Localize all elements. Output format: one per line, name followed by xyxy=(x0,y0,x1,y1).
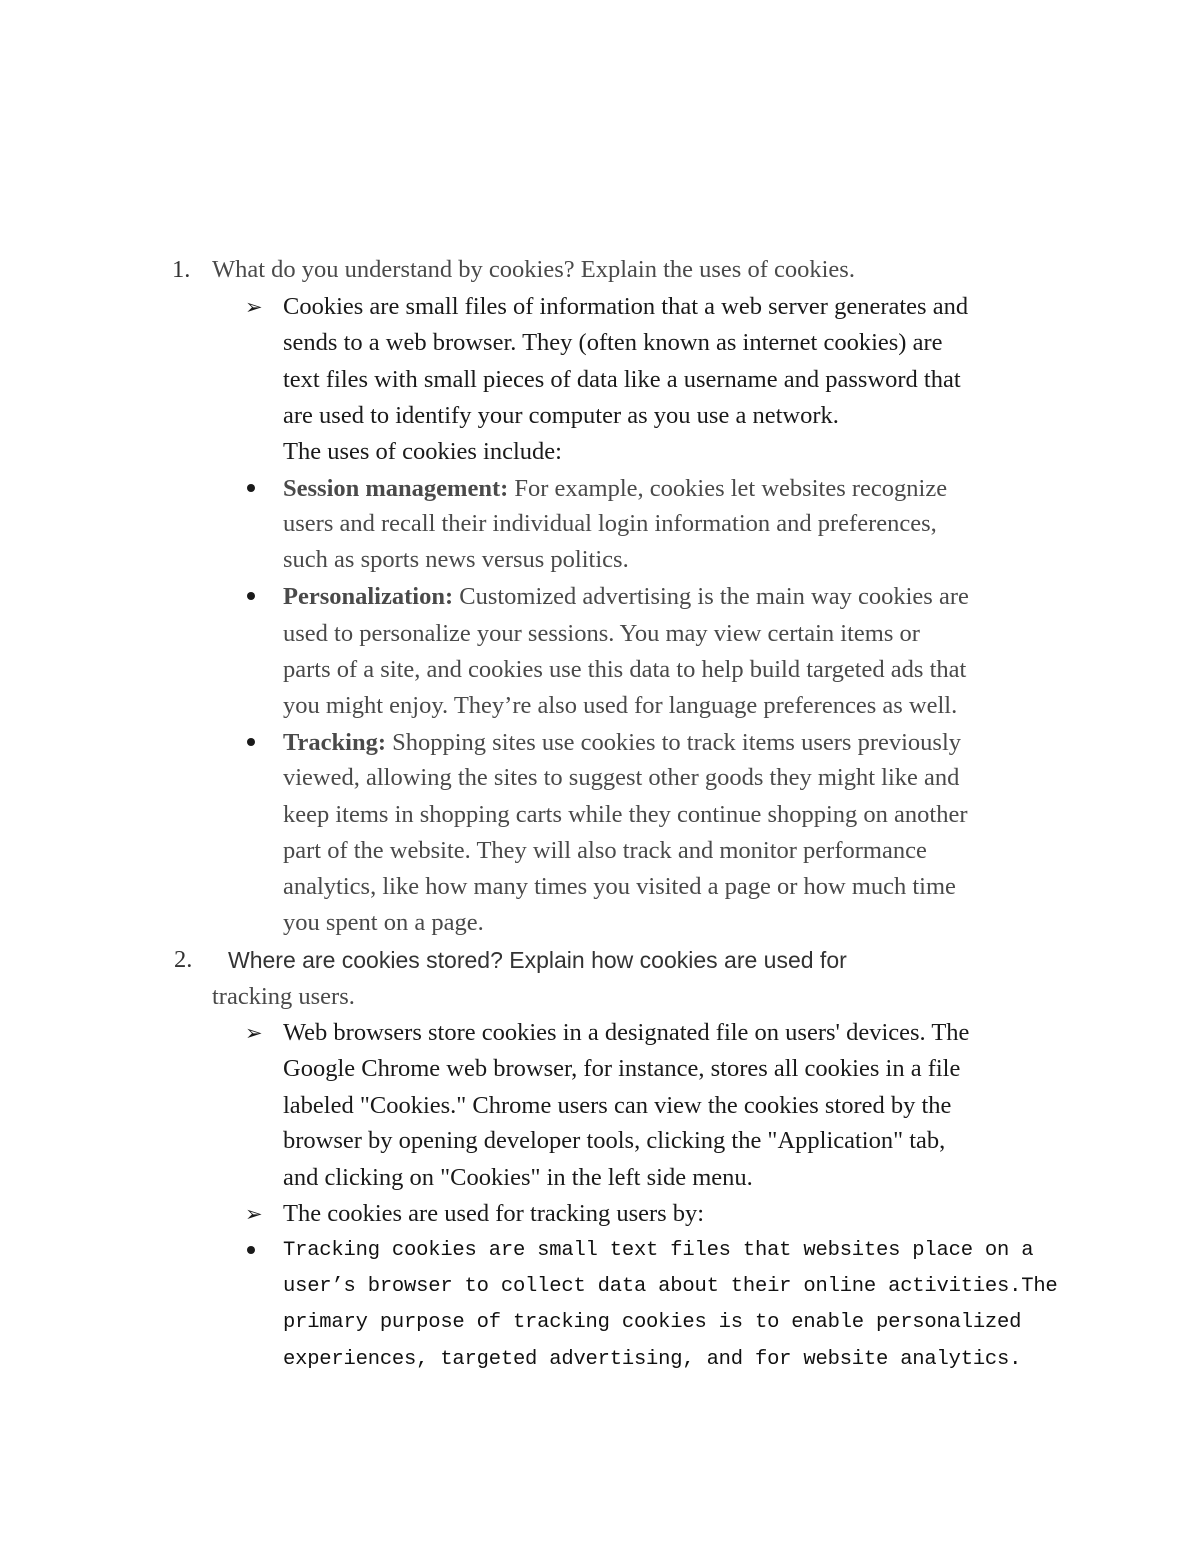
answer-1-line: text files with small pieces of data like a username and password that xyxy=(283,366,961,393)
uses-intro: The uses of cookies include: xyxy=(283,438,562,465)
arrow-bullet-icon: ➢ xyxy=(245,1021,263,1045)
use-tracking xyxy=(283,728,961,758)
question-2-text: Where are cookies stored? Explain how cookies are used for xyxy=(228,947,847,973)
use-line: part of the website. They will also track and monitor performance xyxy=(283,837,927,864)
storage-line: and clicking on "Cookies" in the left side menu. xyxy=(283,1164,753,1191)
use-personalization xyxy=(283,582,969,612)
tracking-line: Tracking cookies are small text files that websites place on a xyxy=(283,1239,1034,1262)
question-1-number: 1. xyxy=(172,256,191,283)
use-line: you might enjoy. They’re also used for language preferences as well. xyxy=(283,692,958,719)
question-1-text: What do you understand by cookies? Explain the uses of cookies. xyxy=(212,256,855,283)
tracking-line: user’s browser to collect data about their online activities.The xyxy=(283,1275,1058,1298)
bullet-dot-icon xyxy=(247,592,255,600)
bullet-dot-icon xyxy=(247,1246,255,1254)
answer-1-line: Cookies are small files of information that a web server generates and xyxy=(283,293,969,320)
question-2-text-continued: tracking users. xyxy=(212,983,355,1010)
arrow-bullet-icon: ➢ xyxy=(245,1202,263,1226)
storage-line: Google Chrome web browser, for instance, stores all cookies in a file xyxy=(283,1055,961,1082)
tracking-line: experiences, targeted advertising, and for website analytics. xyxy=(283,1348,1022,1371)
storage-line: Web browsers store cookies in a designated file on users' devices. The xyxy=(283,1019,970,1046)
question-2-number: 2. xyxy=(174,946,193,973)
answer-1-line: sends to a web browser. They (often known as internet cookies) are xyxy=(283,329,943,356)
use-line: analytics, like how many times you visited a page or how much time xyxy=(283,873,956,900)
use-text: Customized advertising is the main way cookies are xyxy=(453,583,969,610)
bullet-dot-icon xyxy=(247,738,255,746)
arrow-bullet-icon: ➢ xyxy=(245,295,263,319)
use-line: users and recall their individual login information and preferences, xyxy=(283,510,937,537)
use-line: keep items in shopping carts while they continue shopping on another xyxy=(283,801,968,828)
use-line: used to personalize your sessions. You may view certain items or xyxy=(283,620,920,647)
use-line: you spent on a page. xyxy=(283,909,484,936)
use-line: viewed, allowing the sites to suggest other goods they might like and xyxy=(283,764,960,791)
storage-line: labeled "Cookies." Chrome users can view the cookies stored by the xyxy=(283,1092,952,1119)
bullet-dot-icon xyxy=(247,484,255,492)
storage-line: browser by opening developer tools, clicking the "Application" tab, xyxy=(283,1127,946,1154)
use-text: Shopping sites use cookies to track items users previously xyxy=(386,729,961,756)
use-title: Personalization: xyxy=(283,583,454,610)
answer-1-line: are used to identify your computer as you use a network. xyxy=(283,402,839,429)
use-line: parts of a site, and cookies use this data to help build targeted ads that xyxy=(283,656,967,683)
tracking-line: primary purpose of tracking cookies is to enable personalized xyxy=(283,1311,1022,1334)
use-title: Tracking: xyxy=(283,729,386,756)
use-session-management xyxy=(283,474,947,504)
use-line: such as sports news versus politics. xyxy=(283,546,629,573)
use-title: Session management: xyxy=(283,475,509,502)
use-text: For example, cookies let websites recognize xyxy=(508,475,948,502)
tracking-intro: The cookies are used for tracking users by: xyxy=(283,1200,705,1227)
